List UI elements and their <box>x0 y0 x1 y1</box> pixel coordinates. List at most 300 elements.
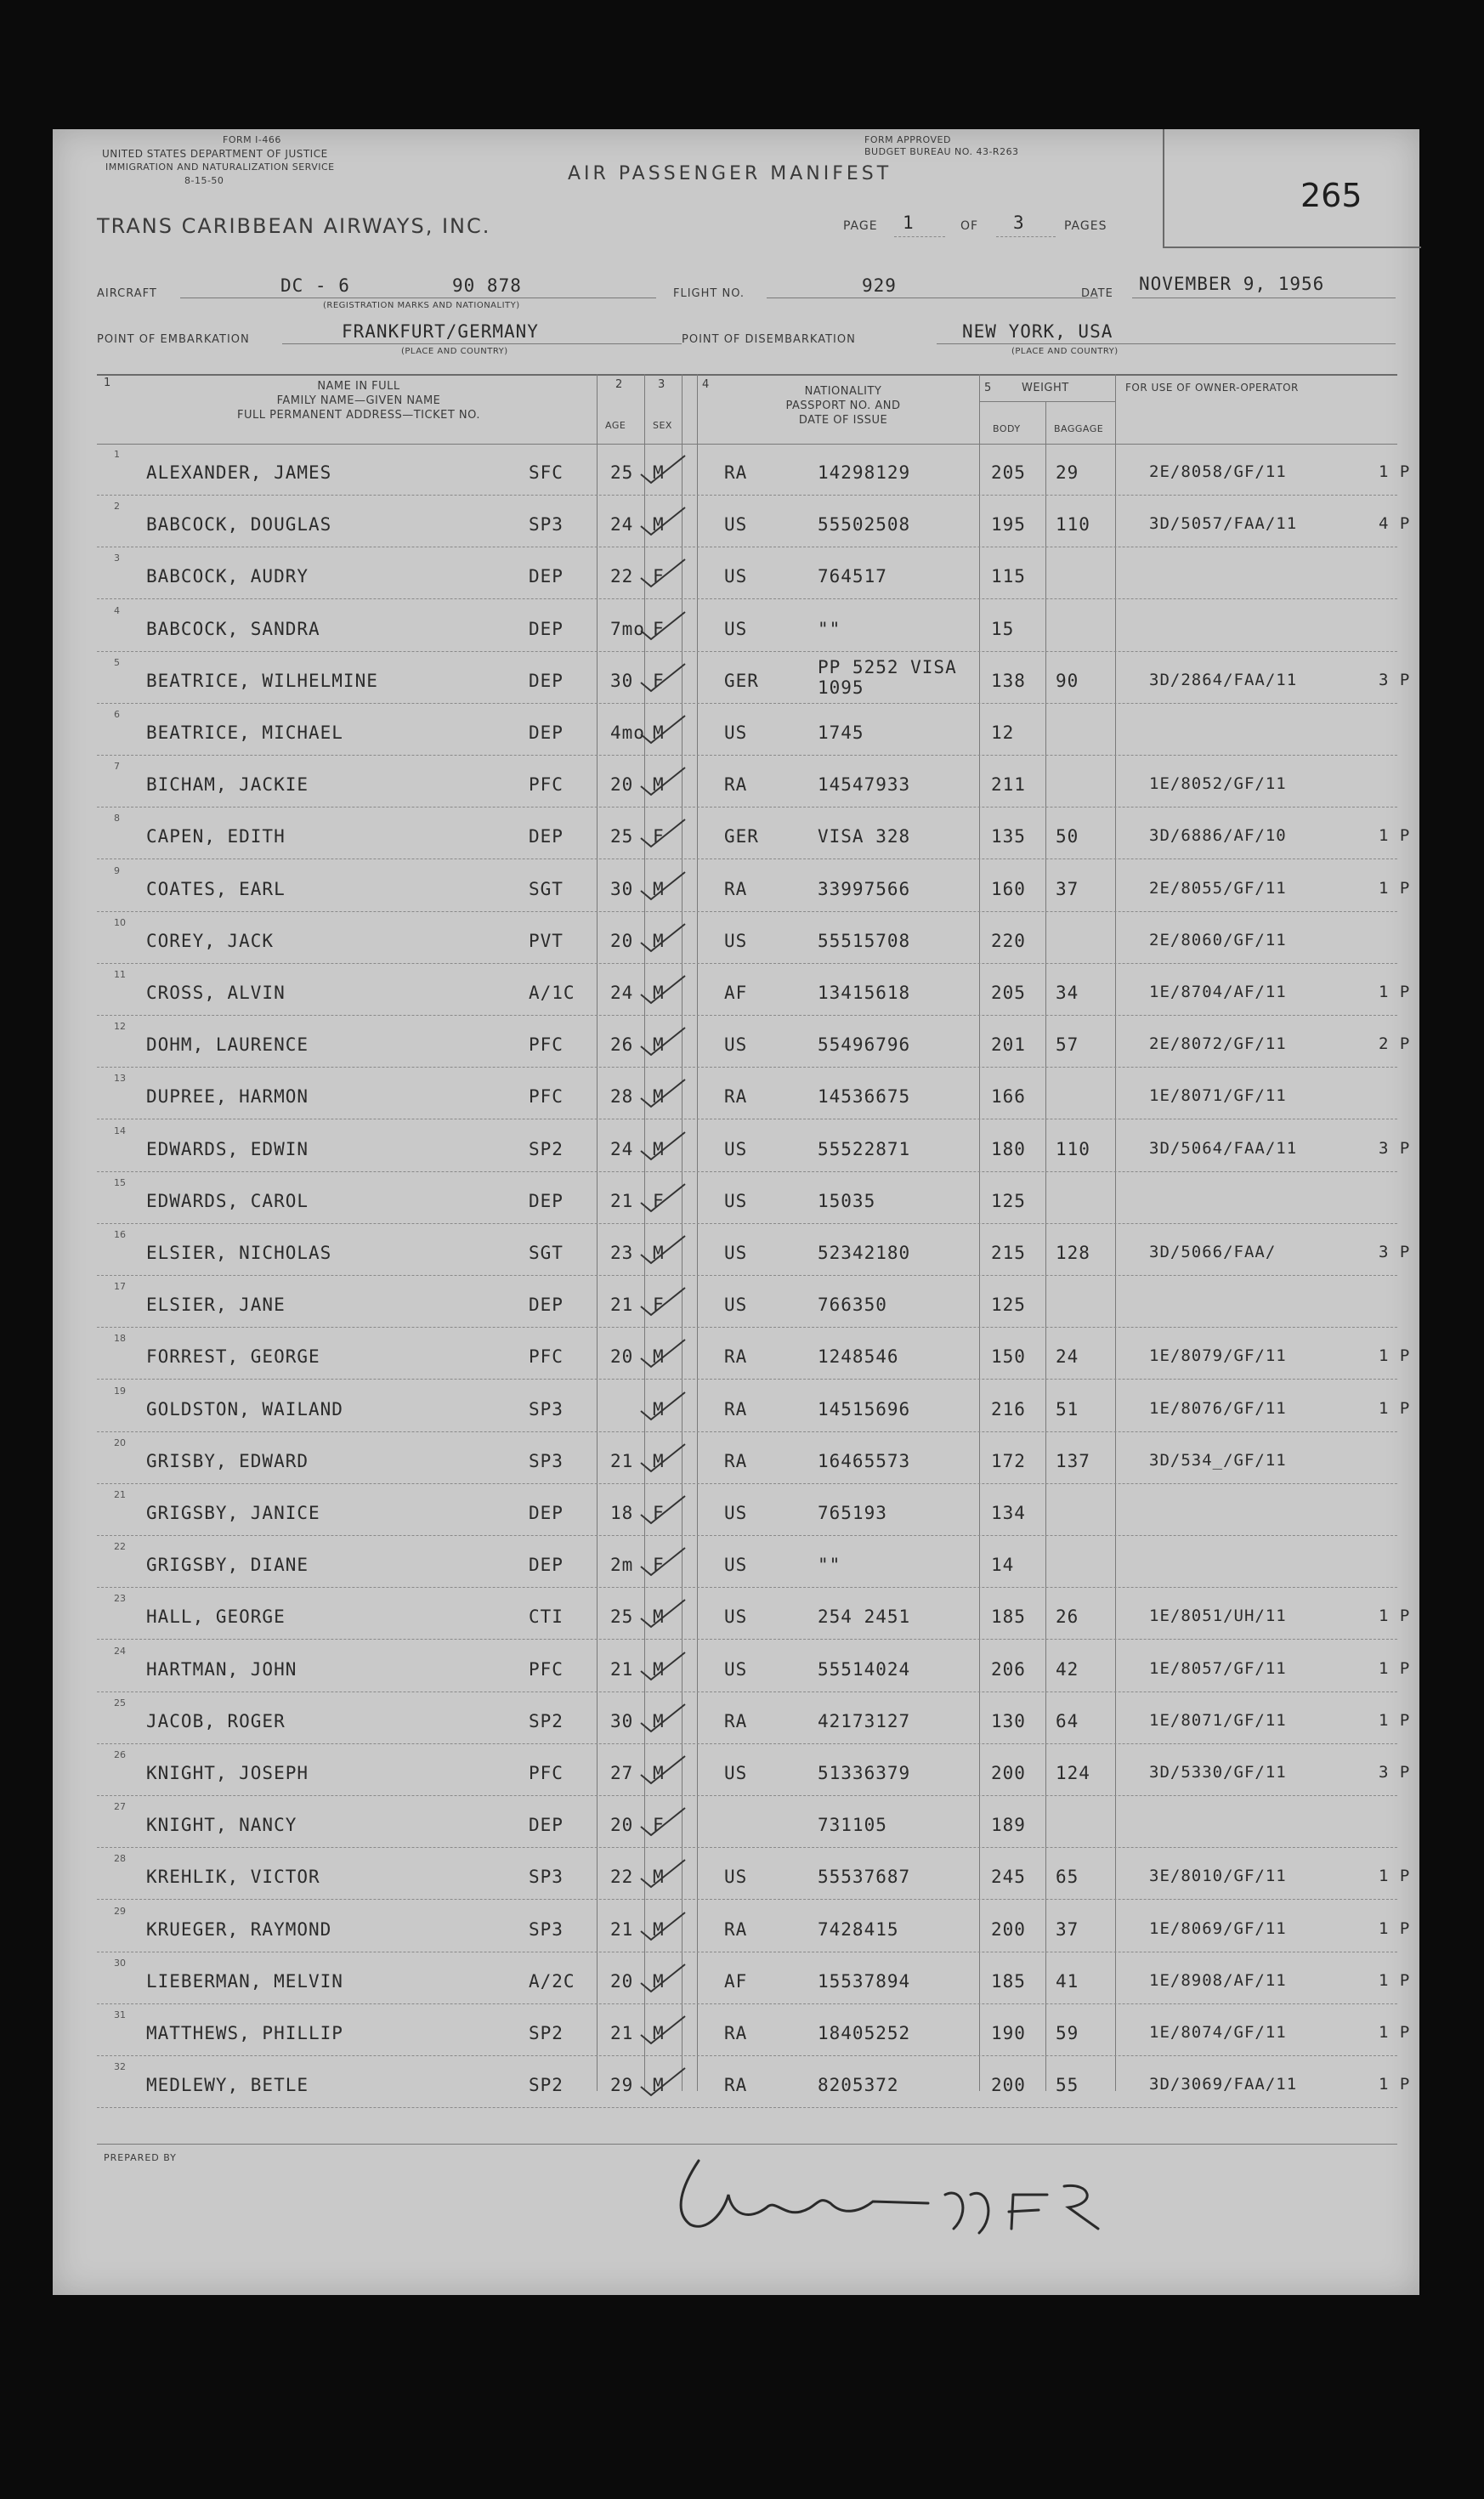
passenger-name: KNIGHT, JOSEPH <box>146 1763 309 1783</box>
passenger-sex: M <box>653 1867 665 1888</box>
passenger-age: 4mo <box>610 722 645 743</box>
passenger-nationality: US <box>724 1555 748 1576</box>
table-row <box>53 445 1419 497</box>
passenger-passport: 1248546 <box>818 1346 899 1368</box>
passenger-rank: DEP <box>529 1295 564 1316</box>
passenger-passport: 766350 <box>818 1295 887 1316</box>
passenger-nationality: RA <box>724 1710 748 1731</box>
passenger-rank: SP3 <box>529 514 564 536</box>
form-approved: FORM APPROVED <box>864 134 951 145</box>
passenger-piece-count: 1 P <box>1379 1970 1411 1990</box>
table-row <box>53 757 1419 809</box>
passenger-passport: 14515696 <box>818 1398 911 1420</box>
table-row <box>53 1122 1419 1174</box>
table-row <box>53 809 1419 861</box>
passenger-rank: SP2 <box>529 2023 564 2043</box>
passenger-name: KREHLIK, VICTOR <box>146 1867 320 1888</box>
check-mark-icon <box>639 452 688 486</box>
passenger-body-weight: 216 <box>991 1398 1026 1420</box>
passenger-name: EDWARDS, EDWIN <box>146 1138 309 1159</box>
row-divider <box>97 495 1397 496</box>
passenger-operator-code: 1E/8052/GF/11 <box>1149 774 1287 794</box>
passenger-sex: F <box>653 1190 665 1211</box>
passenger-age: 20 <box>610 774 634 796</box>
table-row <box>53 497 1419 549</box>
row-number: 2 <box>114 501 120 513</box>
passenger-age: 23 <box>610 1243 634 1263</box>
passenger-rank: DEP <box>529 826 564 847</box>
passenger-piece-count: 1 P <box>1379 2023 1411 2042</box>
passenger-nationality: RA <box>724 1918 748 1940</box>
table-row <box>53 862 1419 914</box>
passenger-body-weight: 125 <box>991 1190 1026 1211</box>
date-label: DATE <box>1081 287 1113 300</box>
passenger-piece-count: 1 P <box>1379 1918 1411 1938</box>
passenger-age: 20 <box>610 1970 634 1992</box>
row-number: 30 <box>114 1957 126 1969</box>
passenger-sex: M <box>653 514 665 536</box>
table-row <box>53 654 1419 706</box>
passenger-sex: F <box>653 566 665 587</box>
page-total: 3 <box>1013 212 1025 233</box>
row-divider <box>97 1327 1397 1328</box>
passenger-nationality: US <box>724 1138 748 1159</box>
passenger-nationality: GER <box>724 670 759 691</box>
passenger-body-weight: 115 <box>991 566 1026 587</box>
passenger-name: ELSIER, NICHOLAS <box>146 1243 332 1263</box>
passenger-passport: 55496796 <box>818 1034 911 1056</box>
passenger-passport: 51336379 <box>818 1763 911 1783</box>
passenger-nationality: US <box>724 1503 748 1523</box>
row-divider <box>97 1587 1397 1588</box>
passenger-sex: M <box>653 1658 665 1680</box>
airline-name: TRANS CARIBBEAN AIRWAYS, INC. <box>97 214 491 238</box>
row-divider <box>97 1379 1397 1380</box>
passenger-baggage-weight: 137 <box>1056 1450 1090 1471</box>
passenger-nationality: RA <box>724 2023 748 2043</box>
passenger-rank: SP3 <box>529 1398 564 1420</box>
row-number: 32 <box>114 2061 126 2073</box>
table-row <box>53 1590 1419 1641</box>
row-number: 8 <box>114 813 120 824</box>
passenger-rank: PFC <box>529 1034 564 1056</box>
passenger-body-weight: 185 <box>991 1970 1026 1992</box>
passenger-rank: SP2 <box>529 1710 564 1731</box>
passenger-nationality: US <box>724 1867 748 1888</box>
passenger-baggage-weight: 37 <box>1056 878 1079 899</box>
passenger-passport: 14547933 <box>818 774 911 796</box>
check-mark-icon <box>639 764 688 798</box>
passenger-nationality: RA <box>724 462 748 483</box>
row-divider <box>97 1639 1397 1640</box>
aircraft-label: AIRCRAFT <box>97 287 157 300</box>
row-number: 13 <box>114 1073 126 1085</box>
row-number: 15 <box>114 1176 126 1188</box>
passenger-piece-count: 2 P <box>1379 1034 1411 1054</box>
passenger-rank: PVT <box>529 930 564 951</box>
disembarkation-caption: (PLACE AND COUNTRY) <box>1011 347 1119 356</box>
check-mark-icon <box>639 921 688 955</box>
passenger-age: 21 <box>610 2023 634 2043</box>
of-label: OF <box>960 219 979 233</box>
flight-date: NOVEMBER 9, 1956 <box>1139 274 1325 294</box>
passenger-name: CROSS, ALVIN <box>146 983 286 1003</box>
aircraft-registration: 90 878 <box>452 275 522 296</box>
table-row <box>53 1174 1419 1226</box>
row-number: 18 <box>114 1333 126 1345</box>
passenger-nationality: RA <box>724 2075 748 2096</box>
check-mark-icon <box>639 972 688 1006</box>
check-mark-icon <box>639 1649 688 1683</box>
check-mark-icon <box>639 2065 688 2099</box>
passenger-sex: M <box>653 983 665 1003</box>
row-number: 4 <box>114 604 120 616</box>
passenger-body-weight: 130 <box>991 1710 1026 1731</box>
passenger-piece-count: 1 P <box>1379 2075 1411 2094</box>
row-divider <box>97 911 1397 912</box>
passenger-sex: F <box>653 1503 665 1523</box>
passenger-operator-code: 3D/5330/GF/11 <box>1149 1763 1287 1782</box>
passenger-sex: M <box>653 1763 665 1783</box>
passenger-body-weight: 205 <box>991 462 1026 483</box>
pages-label: PAGES <box>1064 219 1107 233</box>
check-mark-icon <box>639 1493 688 1527</box>
passenger-nationality: US <box>724 566 748 587</box>
page-label: PAGE <box>843 219 878 233</box>
passenger-piece-count: 1 P <box>1379 1346 1411 1366</box>
passenger-age: 25 <box>610 826 634 847</box>
passenger-rank: PFC <box>529 774 564 796</box>
passenger-sex: M <box>653 1918 665 1940</box>
table-row <box>53 1538 1419 1590</box>
signature-image <box>648 2135 1175 2246</box>
row-divider <box>97 1535 1397 1536</box>
passenger-baggage-weight: 34 <box>1056 983 1079 1003</box>
passenger-operator-code: 1E/8079/GF/11 <box>1149 1346 1287 1366</box>
passenger-baggage-weight: 41 <box>1056 1970 1079 1992</box>
passenger-piece-count: 1 P <box>1379 878 1411 898</box>
passenger-operator-code: 3D/5057/FAA/11 <box>1149 514 1298 534</box>
passenger-nationality: US <box>724 1295 748 1316</box>
passenger-passport: 1745 <box>818 722 864 743</box>
registration-caption: (REGISTRATION MARKS AND NATIONALITY) <box>323 301 520 310</box>
passenger-passport: 254 2451 <box>818 1606 911 1628</box>
passenger-age: 21 <box>610 1450 634 1471</box>
passenger-baggage-weight: 128 <box>1056 1243 1090 1263</box>
passenger-body-weight: 160 <box>991 878 1026 899</box>
passenger-body-weight: 138 <box>991 670 1026 691</box>
passenger-sex: M <box>653 1710 665 1731</box>
col-body-header: BODY <box>993 423 1021 434</box>
passenger-piece-count: 3 P <box>1379 1763 1411 1782</box>
passenger-operator-code: 1E/8074/GF/11 <box>1149 2023 1287 2042</box>
passenger-body-weight: 172 <box>991 1450 1026 1471</box>
embarkation-place: FRANKFURT/GERMANY <box>342 321 539 342</box>
passenger-nationality: US <box>724 1658 748 1680</box>
passenger-sex: M <box>653 930 665 951</box>
row-number: 11 <box>114 969 126 980</box>
passenger-body-weight: 14 <box>991 1555 1015 1576</box>
row-divider <box>97 2107 1397 2108</box>
passenger-age: 30 <box>610 878 634 899</box>
check-mark-icon <box>639 1961 688 1995</box>
passenger-baggage-weight: 65 <box>1056 1867 1079 1888</box>
row-number: 31 <box>114 2009 126 2020</box>
page-number: 1 <box>903 212 915 233</box>
passenger-rank: SP3 <box>529 1867 564 1888</box>
passenger-piece-count: 1 P <box>1379 1710 1411 1730</box>
passenger-name: DUPREE, HARMON <box>146 1086 309 1108</box>
passenger-nationality: RA <box>724 1450 748 1471</box>
passenger-operator-code: 1E/8704/AF/11 <box>1149 983 1287 1001</box>
passenger-sex: F <box>653 826 665 847</box>
passenger-age: 24 <box>610 983 634 1003</box>
prepared-by-label: PREPARED BY <box>104 2152 177 2163</box>
passenger-name: ELSIER, JANE <box>146 1295 286 1316</box>
row-number: 21 <box>114 1489 126 1500</box>
form-date: 8-15-50 <box>184 175 224 186</box>
flight-number: 929 <box>862 275 897 296</box>
passenger-operator-code: 1E/8057/GF/11 <box>1149 1658 1287 1678</box>
passenger-body-weight: 150 <box>991 1346 1026 1368</box>
table-row <box>53 1226 1419 1278</box>
row-divider <box>97 1431 1397 1432</box>
passenger-passport: 55514024 <box>818 1658 911 1680</box>
col-age-header: AGE <box>605 420 626 431</box>
passenger-rank: DEP <box>529 566 564 587</box>
passenger-passport: 765193 <box>818 1503 887 1523</box>
table-row <box>53 966 1419 1017</box>
passenger-age: 22 <box>610 1867 634 1888</box>
passenger-sex: M <box>653 1243 665 1263</box>
passenger-baggage-weight: 51 <box>1056 1398 1079 1420</box>
passenger-baggage-weight: 59 <box>1056 2023 1079 2043</box>
passenger-name: GOLDSTON, WAILAND <box>146 1398 343 1420</box>
service-line: IMMIGRATION AND NATURALIZATION SERVICE <box>105 162 335 173</box>
row-number: 28 <box>114 1853 126 1865</box>
passenger-body-weight: 201 <box>991 1034 1026 1056</box>
col-sex-header: SEX <box>653 420 672 431</box>
check-mark-icon <box>639 1181 688 1215</box>
check-mark-icon <box>639 1076 688 1110</box>
row-number: 29 <box>114 1905 126 1917</box>
passenger-name: LIEBERMAN, MELVIN <box>146 1970 343 1992</box>
passenger-nationality: US <box>724 618 748 639</box>
row-number: 14 <box>114 1125 126 1136</box>
row-number: 19 <box>114 1385 126 1397</box>
table-row <box>53 1329 1419 1381</box>
row-number: 20 <box>114 1436 126 1448</box>
table-row <box>53 1278 1419 1329</box>
passenger-passport: 33997566 <box>818 878 911 899</box>
passenger-baggage-weight: 55 <box>1056 2075 1079 2096</box>
col-operator-header: FOR USE OF OWNER-OPERATOR <box>1125 382 1299 394</box>
passenger-passport: 13415618 <box>818 983 911 1003</box>
passenger-body-weight: 190 <box>991 2023 1026 2043</box>
passenger-age: 30 <box>610 1710 634 1731</box>
page-stamp-box <box>1163 129 1421 248</box>
check-mark-icon <box>639 1805 688 1839</box>
page-stamp-number: 265 <box>1300 177 1362 214</box>
passenger-operator-code: 3D/2864/FAA/11 <box>1149 670 1298 689</box>
table-row <box>53 1954 1419 2006</box>
row-divider <box>97 755 1397 756</box>
passenger-age: 24 <box>610 514 634 536</box>
table-row <box>53 706 1419 757</box>
passenger-body-weight: 15 <box>991 618 1015 639</box>
passenger-passport: 18405252 <box>818 2023 911 2043</box>
passenger-piece-count: 1 P <box>1379 462 1411 481</box>
passenger-sex: M <box>653 1398 665 1420</box>
check-mark-icon <box>639 1129 688 1163</box>
col1-number: 1 <box>104 377 111 389</box>
passenger-sex: M <box>653 1034 665 1056</box>
passenger-name: BABCOCK, DOUGLAS <box>146 514 332 536</box>
passenger-sex: F <box>653 1815 665 1836</box>
check-mark-icon <box>639 1596 688 1630</box>
passenger-passport: 764517 <box>818 566 887 587</box>
passenger-age: 25 <box>610 462 634 483</box>
passenger-name: HARTMAN, JOHN <box>146 1658 297 1680</box>
passenger-piece-count: 4 P <box>1379 514 1411 534</box>
passenger-passport: "" <box>818 618 841 639</box>
check-mark-icon <box>639 1856 688 1890</box>
check-mark-icon <box>639 1232 688 1266</box>
passenger-baggage-weight: 64 <box>1056 1710 1079 1731</box>
passenger-passport: 55502508 <box>818 514 911 536</box>
passenger-passport: 42173127 <box>818 1710 911 1731</box>
row-divider <box>97 807 1397 808</box>
row-number: 27 <box>114 1801 126 1813</box>
table-row <box>53 1850 1419 1901</box>
row-divider <box>97 1899 1397 1900</box>
passenger-name: JACOB, ROGER <box>146 1710 286 1731</box>
passenger-rank: SGT <box>529 1243 564 1263</box>
passenger-age: 18 <box>610 1503 634 1523</box>
passenger-passport: 15035 <box>818 1190 876 1211</box>
passenger-operator-code: 1E/8069/GF/11 <box>1149 1918 1287 1938</box>
passenger-piece-count: 1 P <box>1379 1658 1411 1678</box>
passenger-baggage-weight: 29 <box>1056 462 1079 483</box>
row-number: 1 <box>114 449 120 460</box>
passenger-piece-count: 1 P <box>1379 826 1411 846</box>
passenger-rank: SP3 <box>529 1450 564 1471</box>
passenger-name: BABCOCK, SANDRA <box>146 618 320 639</box>
flight-label: FLIGHT NO. <box>673 287 745 300</box>
row-number: 12 <box>114 1021 126 1033</box>
passenger-body-weight: 135 <box>991 826 1026 847</box>
passenger-sex: F <box>653 1295 665 1316</box>
check-mark-icon <box>639 1441 688 1475</box>
table-row <box>53 2006 1419 2058</box>
passenger-passport: 52342180 <box>818 1243 911 1263</box>
passenger-age: 20 <box>610 930 634 951</box>
passenger-body-weight: 180 <box>991 1138 1026 1159</box>
passenger-rank: DEP <box>529 1555 564 1576</box>
passenger-name: MEDLEWY, BETLE <box>146 2075 309 2096</box>
row-number: 3 <box>114 552 120 564</box>
check-mark-icon <box>639 1336 688 1370</box>
passenger-body-weight: 12 <box>991 722 1015 743</box>
passenger-age: 21 <box>610 1190 634 1211</box>
passenger-nationality: US <box>724 1190 748 1211</box>
passenger-sex: M <box>653 878 665 899</box>
passenger-baggage-weight: 124 <box>1056 1763 1090 1783</box>
table-row <box>53 1486 1419 1538</box>
check-mark-icon <box>639 609 688 643</box>
passenger-baggage-weight: 24 <box>1056 1346 1079 1368</box>
passenger-name: BEATRICE, WILHELMINE <box>146 670 378 691</box>
passenger-body-weight: 189 <box>991 1815 1026 1836</box>
table-row <box>53 1017 1419 1069</box>
passenger-sex: M <box>653 2075 665 2096</box>
passenger-operator-code: 2E/8058/GF/11 <box>1149 462 1287 481</box>
passenger-rank: DEP <box>529 1815 564 1836</box>
passenger-passport: 55515708 <box>818 930 911 951</box>
row-number: 26 <box>114 1749 126 1760</box>
passenger-passport: 8205372 <box>818 2075 899 2096</box>
passenger-operator-code: 3D/5064/FAA/11 <box>1149 1138 1298 1158</box>
passenger-operator-code: 3D/3069/FAA/11 <box>1149 2075 1298 2094</box>
check-mark-icon <box>639 869 688 903</box>
passenger-sex: M <box>653 722 665 743</box>
row-divider <box>97 1067 1397 1068</box>
passenger-body-weight: 185 <box>991 1606 1026 1628</box>
row-number: 25 <box>114 1697 126 1708</box>
passenger-passport: 731105 <box>818 1815 887 1836</box>
row-divider <box>97 1847 1397 1848</box>
passenger-age: 24 <box>610 1138 634 1159</box>
aircraft-type: DC - 6 <box>280 275 350 296</box>
passenger-passport: PP 5252 VISA 1095 <box>818 656 957 698</box>
table-row <box>53 1642 1419 1694</box>
passenger-age: 27 <box>610 1763 634 1783</box>
passenger-body-weight: 125 <box>991 1295 1026 1316</box>
passenger-rank: A/1C <box>529 983 575 1003</box>
passenger-body-weight: 205 <box>991 983 1026 1003</box>
form-number: FORM I-466 <box>223 134 281 145</box>
passenger-nationality: US <box>724 1243 748 1263</box>
passenger-age: 21 <box>610 1658 634 1680</box>
disembarkation-place: NEW YORK, USA <box>962 321 1113 342</box>
passenger-sex: M <box>653 1450 665 1471</box>
check-mark-icon <box>639 1024 688 1058</box>
row-divider <box>97 2003 1397 2004</box>
passenger-operator-code: 1E/8076/GF/11 <box>1149 1398 1287 1418</box>
passenger-nationality: RA <box>724 878 748 899</box>
passenger-baggage-weight: 50 <box>1056 826 1079 847</box>
passenger-name: MATTHEWS, PHILLIP <box>146 2023 343 2043</box>
passenger-name: GRIGSBY, DIANE <box>146 1555 309 1576</box>
row-divider <box>97 2055 1397 2056</box>
passenger-rank: PFC <box>529 1346 564 1368</box>
passenger-nationality: US <box>724 1034 748 1056</box>
passenger-body-weight: 166 <box>991 1086 1026 1108</box>
passenger-passport: 14536675 <box>818 1086 911 1108</box>
passenger-name: COREY, JACK <box>146 930 275 951</box>
passenger-sex: F <box>653 1555 665 1576</box>
passenger-age: 7mo <box>610 618 645 639</box>
passenger-age: 22 <box>610 566 634 587</box>
passenger-sex: M <box>653 774 665 796</box>
passenger-nationality: RA <box>724 1086 748 1108</box>
passenger-passport: 55537687 <box>818 1867 911 1888</box>
passenger-body-weight: 206 <box>991 1658 1026 1680</box>
passenger-operator-code: 1E/8908/AF/11 <box>1149 1970 1287 1990</box>
passenger-age: 25 <box>610 1606 634 1628</box>
check-mark-icon <box>639 660 688 694</box>
passenger-sex: M <box>653 1606 665 1628</box>
